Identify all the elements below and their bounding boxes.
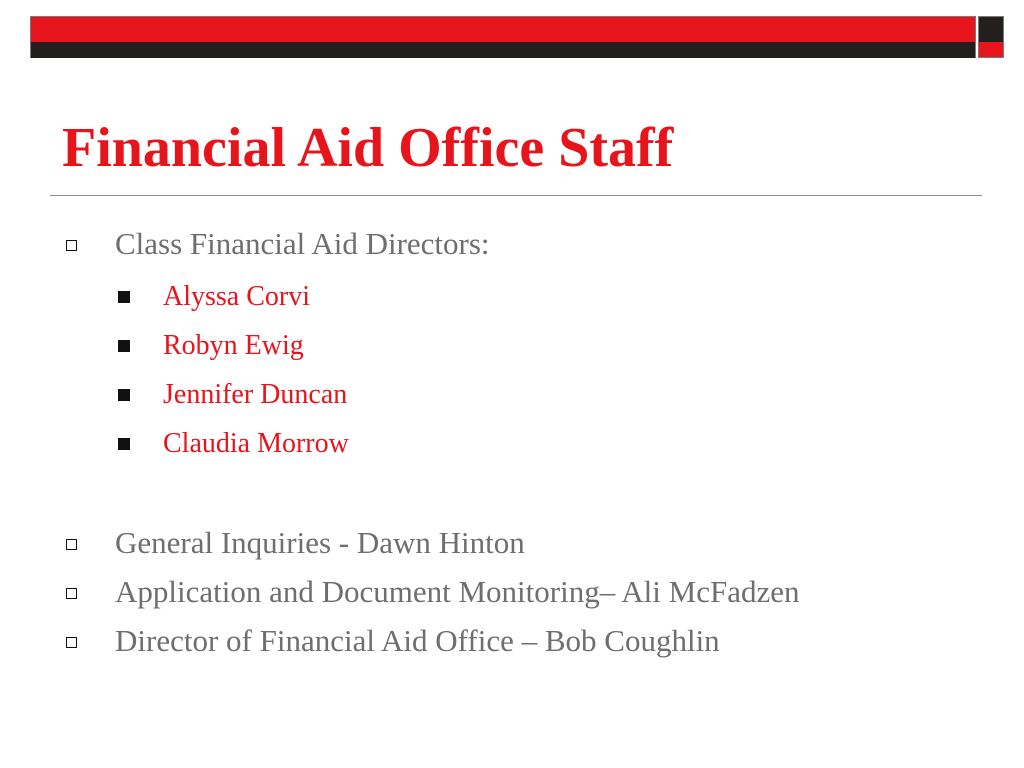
slide-title: Financial Aid Office Staff <box>62 117 674 179</box>
director-name: Robyn Ewig <box>163 330 304 361</box>
bullet-general-inquiries: General Inquiries - Dawn Hinton <box>115 525 525 560</box>
bullet-director-office: Director of Financial Aid Office – Bob Coughlin <box>115 623 720 658</box>
bullet-directors-heading: Class Financial Aid Directors: <box>115 226 490 261</box>
director-name: Jennifer Duncan <box>163 379 348 410</box>
hollow-square-bullet-icon <box>66 539 77 550</box>
filled-square-bullet-icon <box>118 438 130 450</box>
director-name: Claudia Morrow <box>163 428 349 459</box>
director-name: Alyssa Corvi <box>163 281 310 312</box>
hollow-square-bullet-icon <box>66 240 77 251</box>
bullet-application-monitoring: Application and Document Monitoring– Ali McFadzen <box>115 574 800 609</box>
filled-square-bullet-icon <box>118 340 130 352</box>
hollow-square-bullet-icon <box>66 637 77 648</box>
filled-square-bullet-icon <box>118 389 130 401</box>
filled-square-bullet-icon <box>118 291 130 303</box>
hollow-square-bullet-icon <box>66 588 77 599</box>
